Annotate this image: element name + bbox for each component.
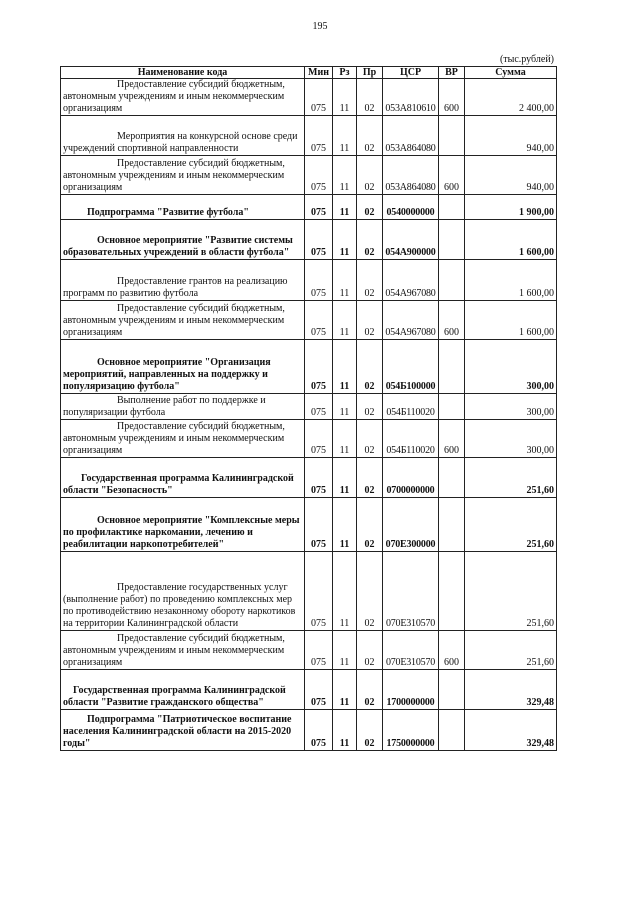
cell-rz: 11 [333,394,357,420]
cell-rz: 11 [333,156,357,195]
cell-min: 075 [305,458,333,498]
cell-csr: 0540000000 [383,195,439,220]
cell-sum: 251,60 [465,552,557,631]
cell-rz: 11 [333,710,357,751]
cell-rz: 11 [333,552,357,631]
cell-name: Предоставление субсидий бюджетным, автономным учреждениям и иным некоммерческим организациям [61,631,305,670]
cell-rz: 11 [333,260,357,301]
table-row [61,220,557,260]
cell-sum: 251,60 [465,631,557,670]
cell-pr: 02 [357,498,383,552]
cell-name: Предоставление грантов на реализацию программ по развитию футбола [61,260,305,301]
cell-name: Предоставление субсидий бюджетным, автономным учреждениям и иным некоммерческим организациям [61,156,305,195]
header-sum: Сумма [465,67,557,79]
cell-csr: 0700000000 [383,458,439,498]
cell-pr: 02 [357,260,383,301]
cell-vr [439,220,465,260]
cell-min: 075 [305,260,333,301]
cell-pr: 02 [357,156,383,195]
cell-csr: 054Б110020 [383,420,439,458]
cell-pr: 02 [357,79,383,116]
cell-rz: 11 [333,420,357,458]
table-row [61,710,557,751]
cell-csr: 070Е310570 [383,552,439,631]
cell-vr [439,552,465,631]
cell-csr: 054А900000 [383,220,439,260]
cell-name: Выполнение работ по поддержке и популяризации футбола [61,394,305,420]
cell-sum: 251,60 [465,498,557,552]
cell-sum: 329,48 [465,670,557,710]
cell-csr: 070Е300000 [383,498,439,552]
cell-sum: 251,60 [465,458,557,498]
cell-csr: 054А967080 [383,301,439,340]
cell-name: Основное мероприятие "Организация мероприятий, направленных на поддержку и популяризацию футбола" [61,340,305,394]
cell-rz: 11 [333,631,357,670]
cell-sum: 940,00 [465,116,557,156]
cell-sum: 300,00 [465,394,557,420]
cell-sum: 2 400,00 [465,79,557,116]
cell-pr: 02 [357,631,383,670]
cell-rz: 11 [333,498,357,552]
header-csr: ЦСР [383,67,439,79]
cell-min: 075 [305,340,333,394]
cell-vr [439,710,465,751]
cell-pr: 02 [357,458,383,498]
cell-sum: 1 900,00 [465,195,557,220]
cell-sum: 1 600,00 [465,301,557,340]
table-row [61,420,557,458]
cell-min: 075 [305,156,333,195]
page-number: 195 [312,21,328,32]
header-pr: Пр [357,67,383,79]
cell-vr: 600 [439,156,465,195]
cell-vr: 600 [439,631,465,670]
cell-pr: 02 [357,420,383,458]
cell-min: 075 [305,195,333,220]
header-name: Наименование кода [61,67,305,79]
cell-name: Предоставление субсидий бюджетным, автономным учреждениям и иным некоммерческим организациям [61,420,305,458]
cell-min: 075 [305,79,333,116]
cell-vr [439,116,465,156]
cell-sum: 940,00 [465,156,557,195]
units-label: (тыс.рублей) [499,54,554,65]
cell-name: Предоставление субсидий бюджетным, автономным учреждениям и иным некоммерческим организациям [61,79,305,116]
cell-rz: 11 [333,220,357,260]
cell-csr: 1750000000 [383,710,439,751]
table-row [61,195,557,220]
cell-rz: 11 [333,340,357,394]
cell-sum: 300,00 [465,420,557,458]
table-row [61,631,557,670]
table-row [61,156,557,195]
cell-vr [439,498,465,552]
cell-min: 075 [305,631,333,670]
cell-name: Основное мероприятие "Развитие системы образовательных учреждений в области футбола" [61,220,305,260]
cell-pr: 02 [357,195,383,220]
cell-pr: 02 [357,670,383,710]
table-row [61,458,557,498]
cell-sum: 300,00 [465,340,557,394]
cell-csr: 070Е310570 [383,631,439,670]
header-rz: Рз [333,67,357,79]
cell-vr [439,260,465,301]
cell-name: Подпрограмма "Развитие футбола" [61,195,305,220]
cell-csr: 054А967080 [383,260,439,301]
cell-pr: 02 [357,220,383,260]
cell-name: Мероприятия на конкурсной основе среди учреждений спортивной направленности [61,116,305,156]
table-header-row [61,67,557,79]
table-row [61,340,557,394]
cell-vr: 600 [439,79,465,116]
cell-csr: 053А864080 [383,156,439,195]
cell-vr [439,458,465,498]
cell-min: 075 [305,394,333,420]
cell-name: Основное мероприятие "Комплексные меры по профилактике наркомании, лечению и реабилитации наркопотребителей" [61,498,305,552]
table-row [61,301,557,340]
cell-min: 075 [305,301,333,340]
cell-vr [439,195,465,220]
cell-vr [439,670,465,710]
cell-pr: 02 [357,340,383,394]
cell-vr: 600 [439,420,465,458]
table-row [61,79,557,116]
cell-min: 075 [305,116,333,156]
cell-sum: 329,48 [465,710,557,751]
table-row [61,394,557,420]
cell-rz: 11 [333,116,357,156]
cell-name: Предоставление субсидий бюджетным, автономным учреждениям и иным некоммерческим организациям [61,301,305,340]
cell-pr: 02 [357,552,383,631]
cell-min: 075 [305,552,333,631]
table-row [61,670,557,710]
cell-min: 075 [305,498,333,552]
cell-pr: 02 [357,301,383,340]
cell-rz: 11 [333,670,357,710]
cell-csr: 053А864080 [383,116,439,156]
cell-pr: 02 [357,710,383,751]
cell-csr: 054Б100000 [383,340,439,394]
budget-table [60,66,557,751]
cell-csr: 054Б110020 [383,394,439,420]
cell-pr: 02 [357,116,383,156]
cell-rz: 11 [333,79,357,116]
cell-name: Государственная программа Калининградской области "Безопасность" [61,458,305,498]
header-vr: ВР [439,67,465,79]
cell-csr: 053А810610 [383,79,439,116]
table-row [61,260,557,301]
cell-rz: 11 [333,195,357,220]
cell-min: 075 [305,420,333,458]
cell-vr: 600 [439,301,465,340]
cell-csr: 1700000000 [383,670,439,710]
cell-min: 075 [305,220,333,260]
table-row [61,116,557,156]
cell-min: 075 [305,670,333,710]
cell-sum: 1 600,00 [465,220,557,260]
table-row [61,552,557,631]
cell-vr [439,340,465,394]
cell-rz: 11 [333,301,357,340]
table-row [61,498,557,552]
cell-sum: 1 600,00 [465,260,557,301]
cell-name: Подпрограмма "Патриотическое воспитание населения Калининградской области на 2015-2020 годы" [61,710,305,751]
cell-name: Государственная программа Калининградской области "Развитие гражданского общества" [61,670,305,710]
cell-name: Предоставление государственных услуг (выполнение работ) по проведению комплексных мер по противодействию незаконному обороту наркотиков на территории Калининградской области [61,552,305,631]
cell-rz: 11 [333,458,357,498]
cell-vr [439,394,465,420]
cell-min: 075 [305,710,333,751]
header-min: Мин [305,67,333,79]
cell-pr: 02 [357,394,383,420]
